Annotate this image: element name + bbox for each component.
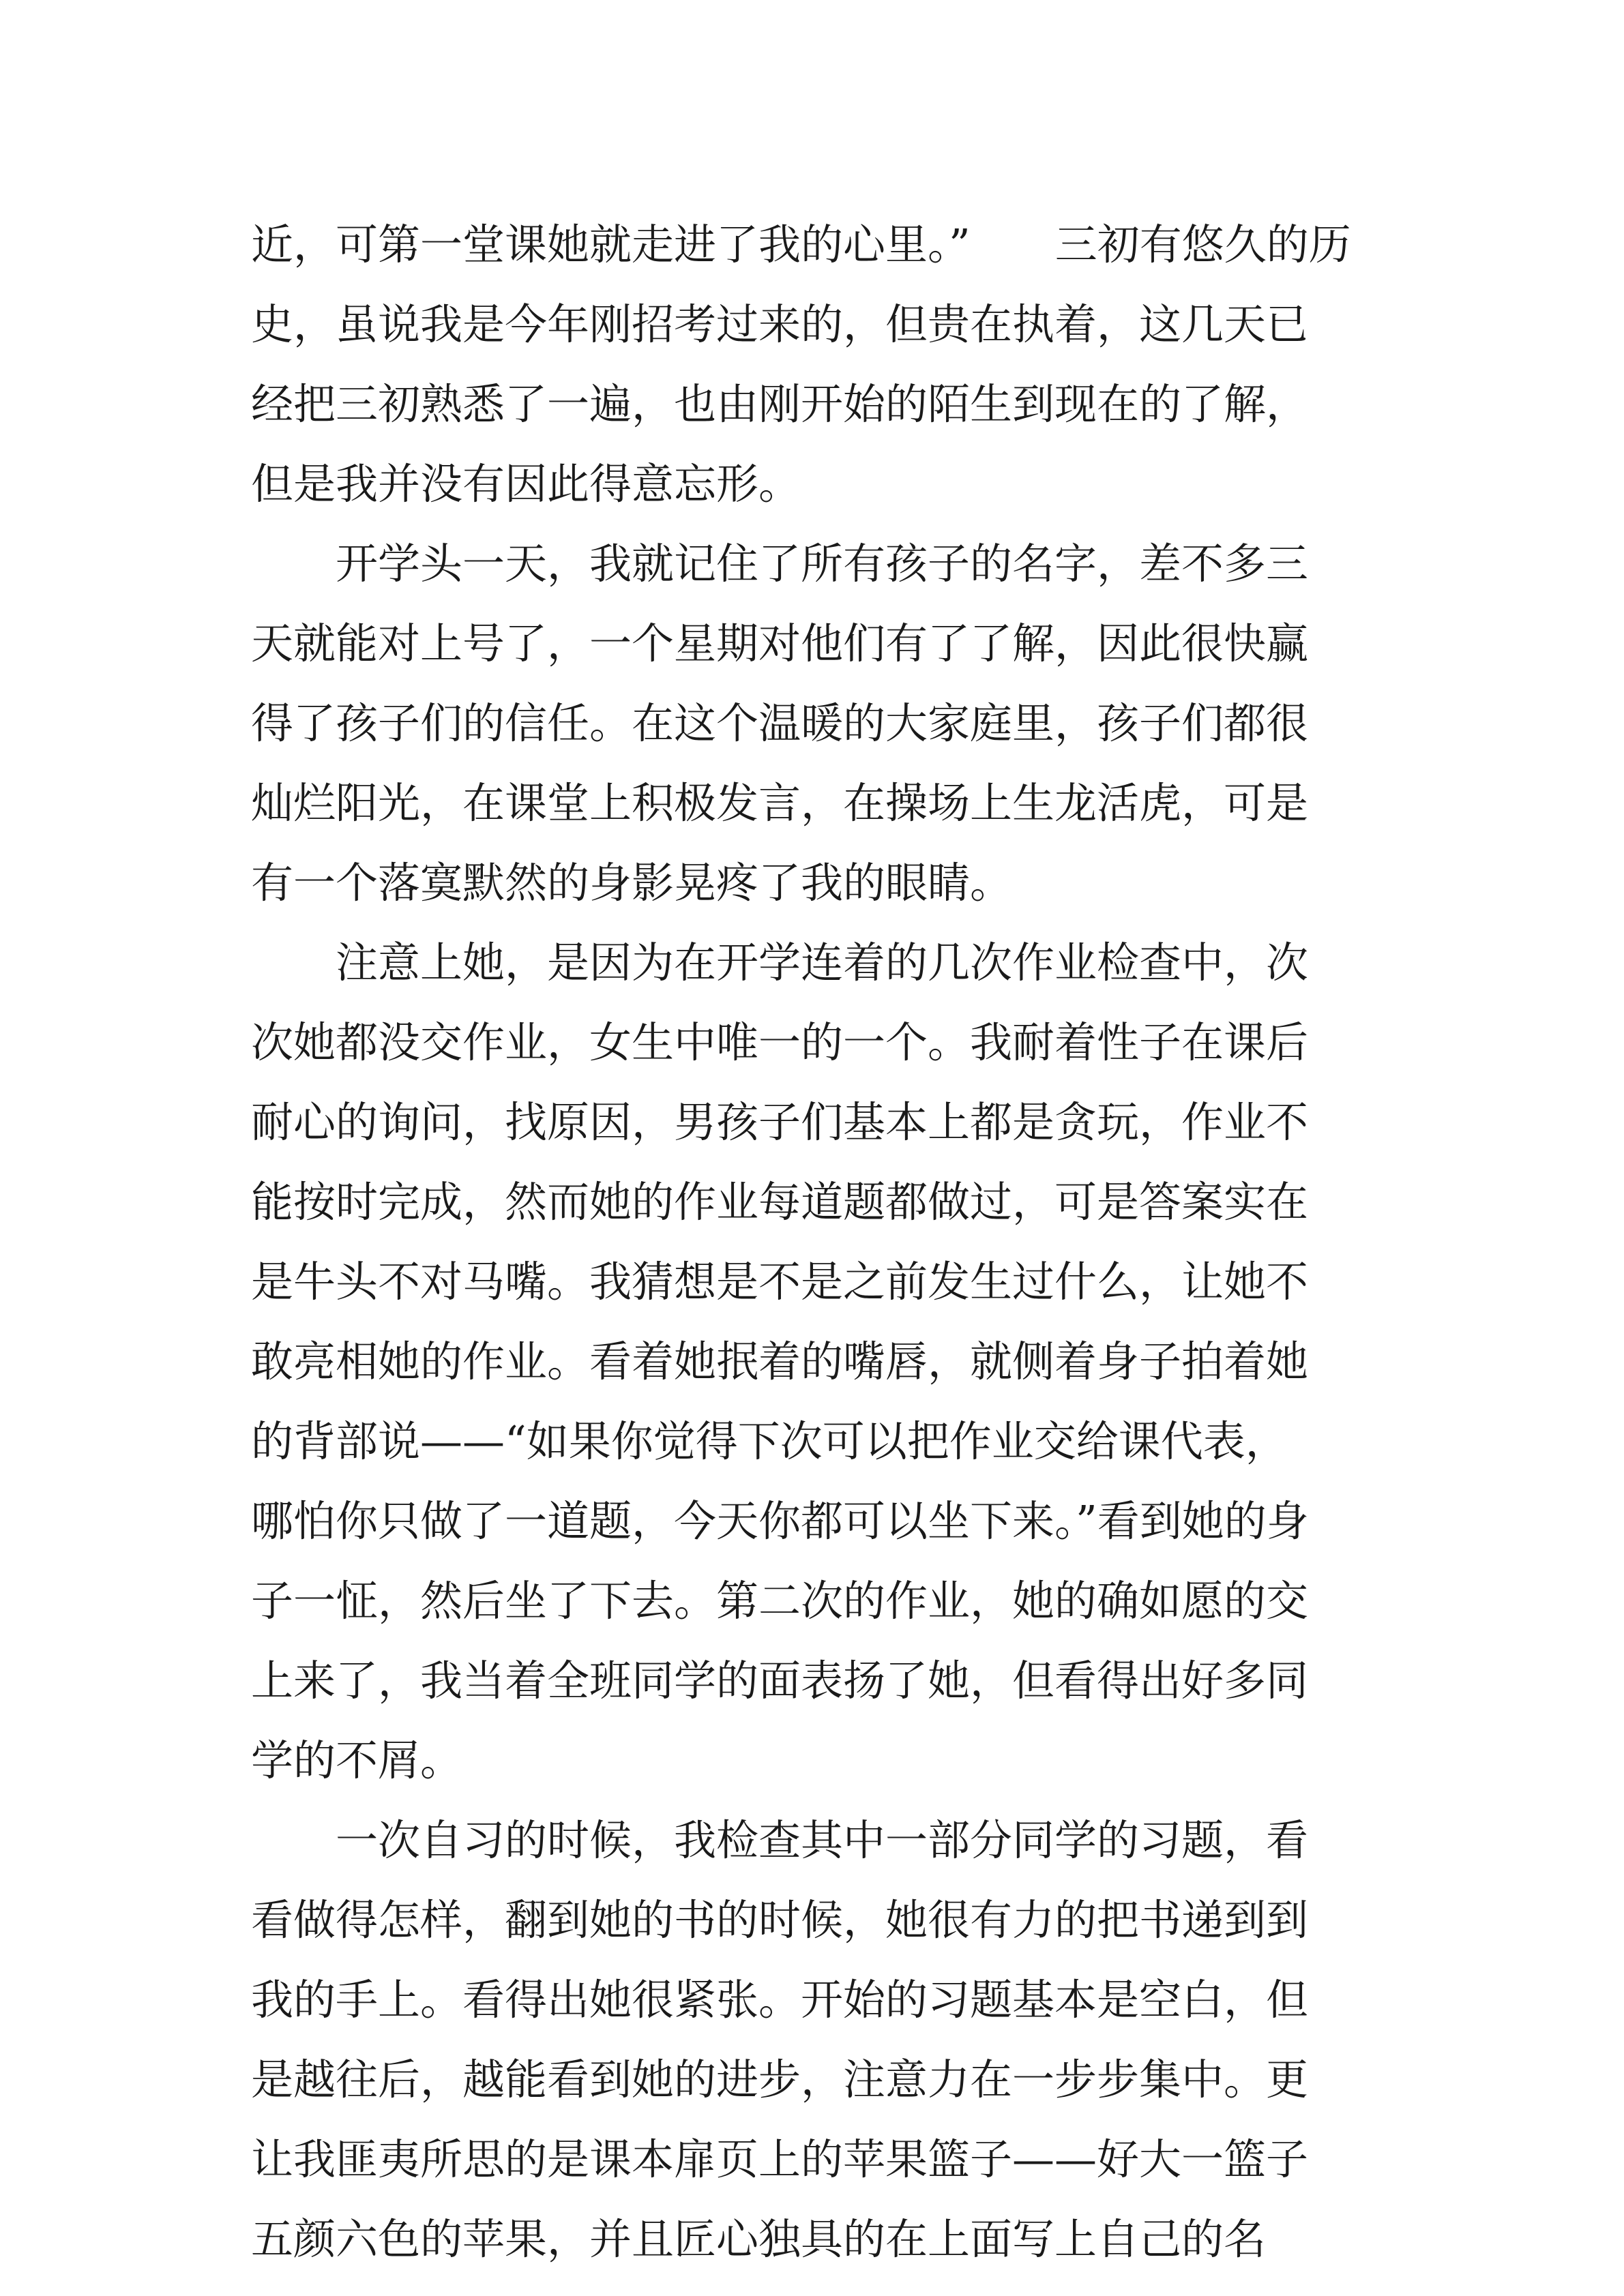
text-line: 我的手上。看得出她很紧张。开始的习题基本是空白，但 — [251, 1975, 1309, 2025]
body-text — [251, 205, 1383, 2279]
text-line: 敢亮相她的作业。看着她抿着的嘴唇，就侧着身子拍着她 — [251, 1337, 1309, 1386]
text-line: 注意上她，是因为在开学连着的几次作业检查中，次 — [251, 938, 1309, 987]
text-line: 子一怔，然后坐了下去。第二次的作业，她的确如愿的交 — [251, 1576, 1309, 1626]
text-line: 近，可第一堂课她就走进了我的心里。” 三初有悠久的历 — [251, 220, 1351, 269]
text-line: 经把三初熟悉了一遍，也由刚开始的陌生到现在的了解， — [251, 379, 1309, 429]
text-line: 耐心的询问，找原因，男孩子们基本上都是贪玩，作业不 — [251, 1097, 1309, 1147]
text-line: 是牛头不对马嘴。我猜想是不是之前发生过什么，让她不 — [251, 1257, 1309, 1307]
text-line: 史，虽说我是今年刚招考过来的，但贵在执着，这几天已 — [251, 299, 1309, 349]
text-line: 天就能对上号了，一个星期对他们有了了解，因此很快赢 — [251, 618, 1309, 668]
text-line: 次她都没交作业，女生中唯一的一个。我耐着性子在课后 — [251, 1017, 1309, 1067]
text-line: 能按时完成，然而她的作业每道题都做过，可是答案实在 — [251, 1177, 1309, 1227]
text-line: 灿烂阳光，在课堂上积极发言，在操场上生龙活虎，可是 — [251, 778, 1309, 828]
text-line: 是越往后，越能看到她的进步，注意力在一步步集中。更 — [251, 2055, 1309, 2104]
text-line: 的背部说——“如果你觉得下次可以把作业交给课代表， — [251, 1416, 1288, 1466]
text-line: 一次自习的时候，我检查其中一部分同学的习题，看 — [251, 1815, 1309, 1865]
text-line: 看做得怎样，翻到她的书的时候，她很有力的把书递到到 — [251, 1895, 1309, 1945]
text-line: 但是我并没有因此得意忘形。 — [251, 459, 801, 509]
text-line: 哪怕你只做了一道题，今天你都可以坐下来。”看到她的身 — [251, 1496, 1309, 1546]
text-line: 五颜六色的苹果，并且匠心独具的在上面写上自己的名 — [251, 2214, 1267, 2264]
text-line: 上来了，我当着全班同学的面表扬了她，但看得出好多同 — [251, 1656, 1309, 1705]
text-line: 有一个落寞默然的身影晃疼了我的眼睛。 — [251, 858, 1013, 908]
text-line: 得了孩子们的信任。在这个温暖的大家庭里，孩子们都很 — [251, 698, 1309, 748]
text-line: 让我匪夷所思的是课本扉页上的苹果篮子——好大一篮子 — [251, 2134, 1309, 2184]
text-line: 学的不屑。 — [251, 1735, 463, 1785]
text-line: 开学头一天，我就记住了所有孩子的名字，差不多三 — [251, 539, 1309, 588]
